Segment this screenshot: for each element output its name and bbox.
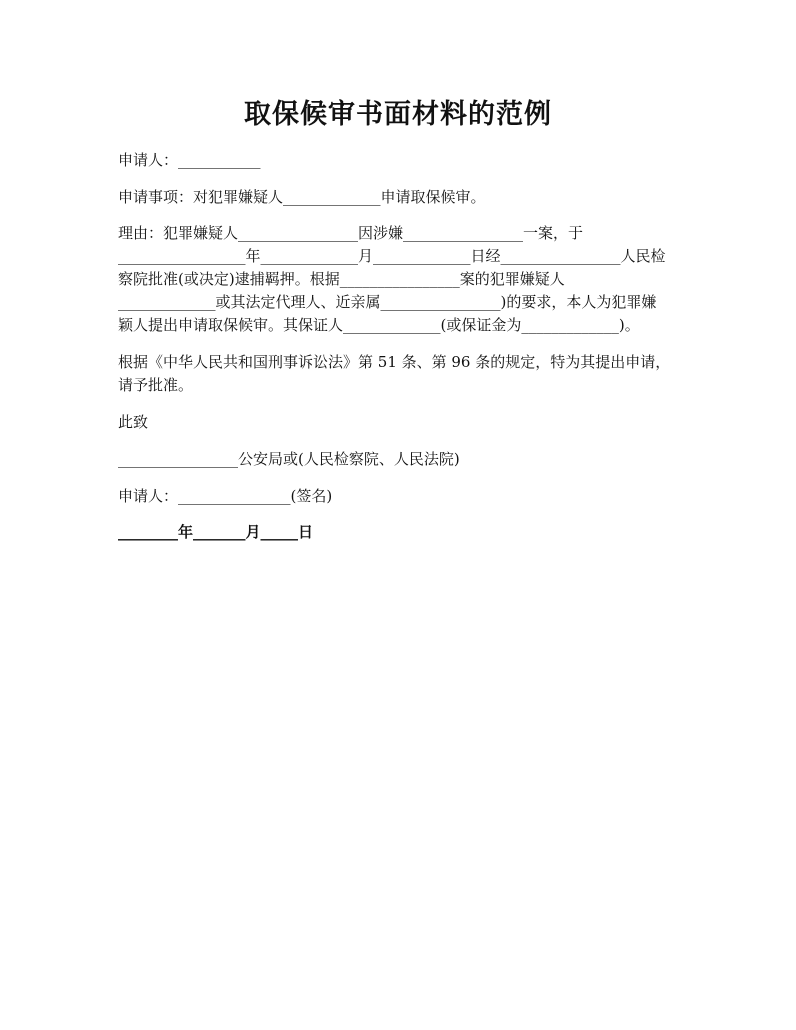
applicant-line: 申请人：___________: [118, 151, 261, 169]
recipient-line: ________________公安局或(人民检察院、人民法院): [118, 450, 460, 468]
salutation: 此致: [118, 413, 149, 431]
legal-basis-line-1: 根据《中华人民共和国刑事诉讼法》第 51 条、第 96 条的规定，特为其提出申请，: [118, 353, 671, 371]
reason-line-5: 颖人提出申请取保候审。其保证人_____________(或保证金为_____________)。: [118, 316, 640, 334]
application-matter-line: 申请事项：对犯罪嫌疑人_____________申请取保候审。: [118, 188, 486, 206]
reason-line-1: 理由：犯罪嫌疑人________________因涉嫌________________一案，于: [118, 224, 584, 242]
legal-basis-line-2: 请予批准。: [118, 376, 194, 394]
document-title: 取保候审书面材料的范例: [244, 99, 552, 130]
reason-line-4: _____________或其法定代理人、近亲属________________)的要求，本人为犯罪嫌: [118, 293, 657, 311]
reason-line-2: _________________年_____________月_____________日经________________人民检: [118, 247, 666, 265]
signature-line: 申请人：_______________(签名): [118, 487, 333, 505]
reason-line-3: 察院批准(或决定)逮捕羁押。根据________________案的犯罪嫌疑人: [118, 270, 565, 288]
date-line: ________年_______月_____日: [118, 523, 314, 541]
